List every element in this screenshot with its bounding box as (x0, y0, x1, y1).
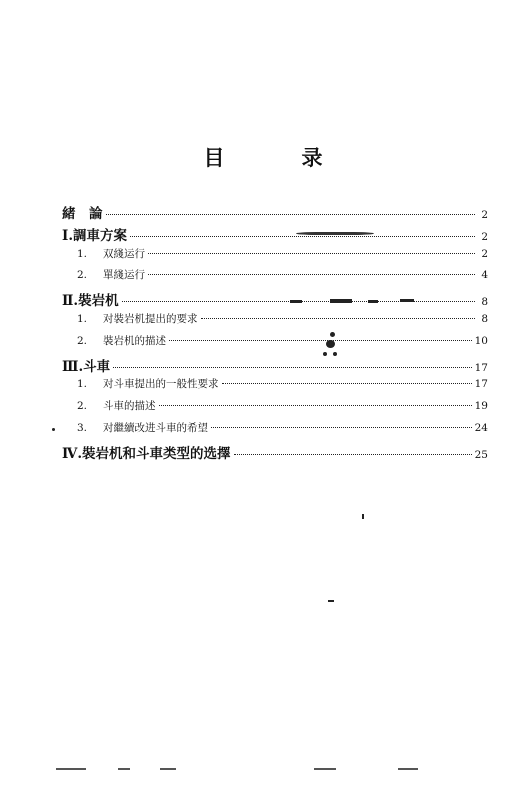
scan-edge-line (160, 768, 176, 770)
toc-number: 2. (77, 269, 88, 282)
toc-number: Ⅰ. (62, 227, 74, 244)
table-of-contents (62, 202, 488, 464)
toc-label: 單綫运行 (103, 269, 145, 282)
page-title: 目 录 (203, 146, 351, 170)
toc-leader-dots (211, 427, 472, 428)
toc-page-number: 17 (474, 361, 488, 374)
toc-row (62, 355, 488, 377)
scan-smudge (52, 428, 55, 431)
scan-edge-line (314, 768, 336, 770)
scan-smudge (290, 300, 302, 303)
toc-row (62, 311, 488, 333)
toc-row (62, 376, 488, 398)
toc-row (62, 442, 488, 464)
toc-leader-dots (148, 253, 475, 254)
scan-smudge (330, 299, 352, 303)
scan-smudge (296, 232, 374, 235)
toc-label: 双綫运行 (103, 247, 145, 260)
scan-edge-line (398, 768, 418, 770)
toc-row (62, 333, 488, 355)
toc-number: 1. (77, 378, 88, 391)
toc-leader-dots (148, 274, 475, 275)
toc-leader-dots (113, 367, 471, 368)
toc-label: 对繼續改进斗車的希望 (103, 421, 208, 434)
toc-label: 裝岩机 (78, 293, 119, 310)
toc-label: 裝岩机的描述 (103, 334, 166, 347)
toc-page-number: 17 (474, 378, 488, 391)
toc-row (62, 420, 488, 442)
toc-page-number: 2 (481, 209, 488, 221)
scan-smudge (323, 352, 327, 356)
scan-edge-line (56, 768, 86, 770)
toc-number: 1. (77, 247, 88, 260)
toc-page-number: 10 (474, 334, 488, 347)
toc-row (62, 202, 488, 224)
toc-label: 斗車 (83, 358, 111, 375)
toc-label: 对斗車提出的一般性要求 (103, 378, 219, 391)
toc-page-number: 4 (481, 269, 488, 282)
toc-number: Ⅲ. (62, 358, 84, 375)
toc-label: 裝岩机和斗車类型的选擇 (82, 445, 231, 462)
toc-page-number: 25 (474, 448, 488, 461)
toc-number: 1. (77, 312, 88, 325)
toc-number: 3. (77, 421, 88, 434)
toc-number: Ⅱ. (62, 293, 79, 310)
toc-page-number: 8 (481, 296, 488, 309)
scan-smudge (330, 332, 335, 337)
toc-label: 調車方案 (73, 227, 128, 244)
scan-edge-line (118, 768, 130, 770)
scan-smudge (328, 600, 334, 602)
toc-page-number: 24 (474, 421, 488, 434)
toc-leader-dots (201, 318, 476, 319)
toc-row (62, 289, 488, 311)
toc-leader-dots (130, 236, 475, 237)
toc-page-number: 2 (481, 230, 488, 243)
toc-page-number: 8 (481, 312, 488, 325)
toc-leader-dots (234, 454, 472, 455)
toc-leader-dots (159, 405, 472, 406)
toc-leader-dots (222, 383, 472, 384)
toc-leader-dots (106, 214, 476, 215)
toc-label: 斗車的描述 (103, 400, 156, 413)
toc-row (62, 267, 488, 289)
toc-row (62, 398, 488, 420)
toc-number: 2. (77, 334, 88, 347)
scan-smudge (326, 340, 335, 348)
toc-row (62, 224, 488, 246)
toc-row (62, 246, 488, 268)
toc-label: 緒 論 (62, 206, 103, 222)
toc-leader-dots (169, 340, 472, 341)
scan-smudge (368, 300, 378, 303)
toc-label: 对裝岩机提出的要求 (103, 312, 198, 325)
scan-smudge (362, 514, 364, 519)
scan-smudge (400, 299, 414, 302)
scan-smudge (333, 352, 337, 356)
toc-page-number: 19 (474, 400, 488, 413)
toc-number: Ⅳ. (62, 445, 83, 462)
toc-page-number: 2 (481, 247, 488, 260)
toc-number: 2. (77, 400, 88, 413)
